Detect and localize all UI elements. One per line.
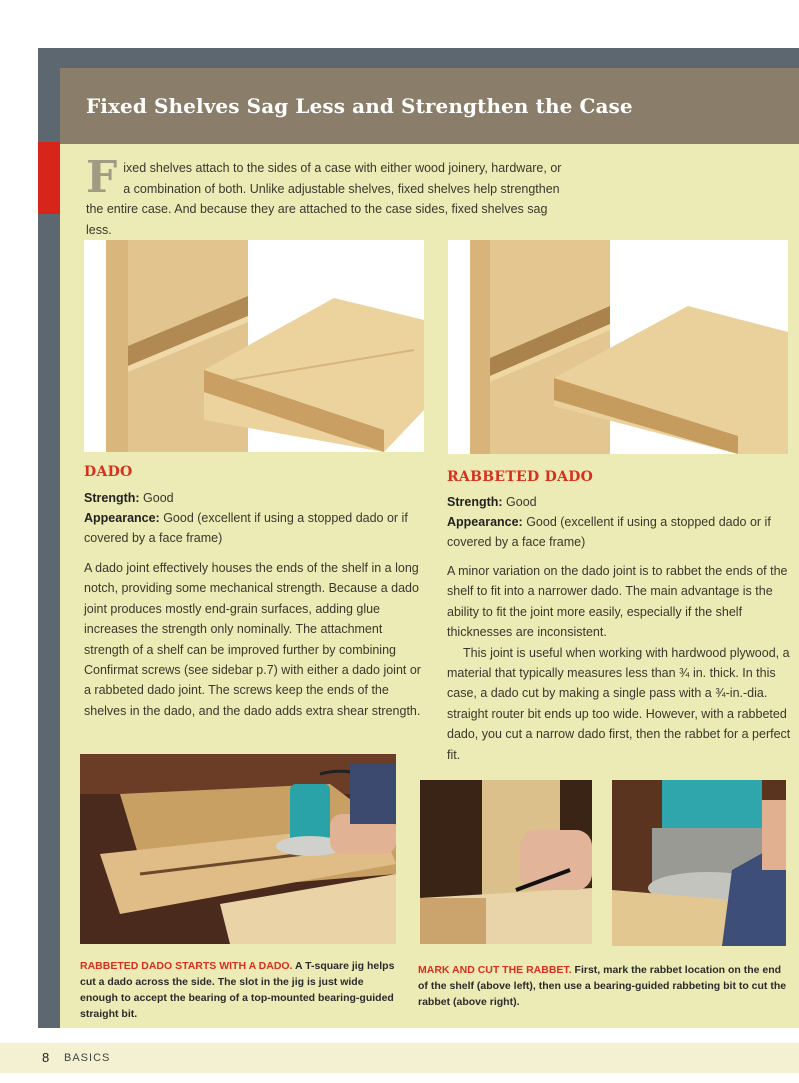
rabbeted-body: A minor variation on the dado joint is to rabbet the ends of the shelf to fit into a narrower dado. The main advantage is the ability to fit the joint more easily, especially if the shelf thicknesses are inconsistent. This joint is useful when working with hardwood plywood, a material that typically measures less than ¾ in. thick. In this case, a dado cut by making a single pass with a ¾-in.-dia. straight router bit ends up too wide. However, with a rabbeted dado, you cut a narrow dado first, then the rabbet for a perfect fit. [447,564,791,762]
rabbeted-specs [447,492,791,552]
rabbeted-strength: Strength: Good [447,495,537,509]
left-photo-caption: RABBETED DADO STARTS WITH A DADO. A T-square jig helps cut a dado across the side. The slot in the jig is just wide enough to accept the bearing of a top-mounted bearing-guided straight bit. [80,960,395,1020]
footer-bar [0,1043,799,1073]
page-number: 8 [42,1050,50,1065]
header-bar [60,68,799,144]
dado-heading: DADO [84,464,133,480]
mark-rabbet-photo [420,780,592,944]
intro-text: ixed shelves attach to the sides of a case with either wood joinery, hardware, or a combination of both. Unlike adjustable shelves, fixed shelves help strengthen the entire case. And because they are attached to the case sides, fixed shelves sag less. [86,161,562,237]
right-photo-caption: MARK AND CUT THE RABBET. First, mark the rabbet location on the end of the shelf (above left), then use a bearing-guided rabbeting bit to cut the rabbet (above right). [418,964,787,1008]
red-accent-tab [38,142,60,214]
dado-strength: Strength: Good [84,491,174,505]
rabbeted-dado-photo [448,240,788,454]
dado-joint-photo [84,240,424,452]
router-tsquare-jig-photo [80,754,396,944]
dado-body: A dado joint effectively houses the ends of the shelf in a long notch, providing some mechanical strength. Because a dado joint produces mostly end-grain surfaces, adding glue increases the strength only nominally. The attachment strength of a shelf can be improved further by combining Confirmat screws (see sidebar p.7) with either a dado joint or a rabbeted dado joint. The screws keep the ends of the shelves in the dado, and the dado adds extra shear strength. [84,561,421,718]
page-title: Fixed Shelves Sag Less and Strengthen the Case [86,94,633,118]
section-name: BASICS [64,1052,111,1064]
cut-rabbet-router-photo [612,780,786,946]
rabbeted-appearance: Appearance: Good (excellent if using a stopped dado or if covered by a face frame) [447,515,771,549]
intro-paragraph [86,152,566,240]
dado-specs [84,488,424,548]
drop-cap: F [86,152,118,203]
dado-appearance: Appearance: Good (excellent if using a stopped dado or if covered by a face frame) [84,511,408,545]
rabbeted-dado-heading: RABBETED DADO [447,469,594,485]
